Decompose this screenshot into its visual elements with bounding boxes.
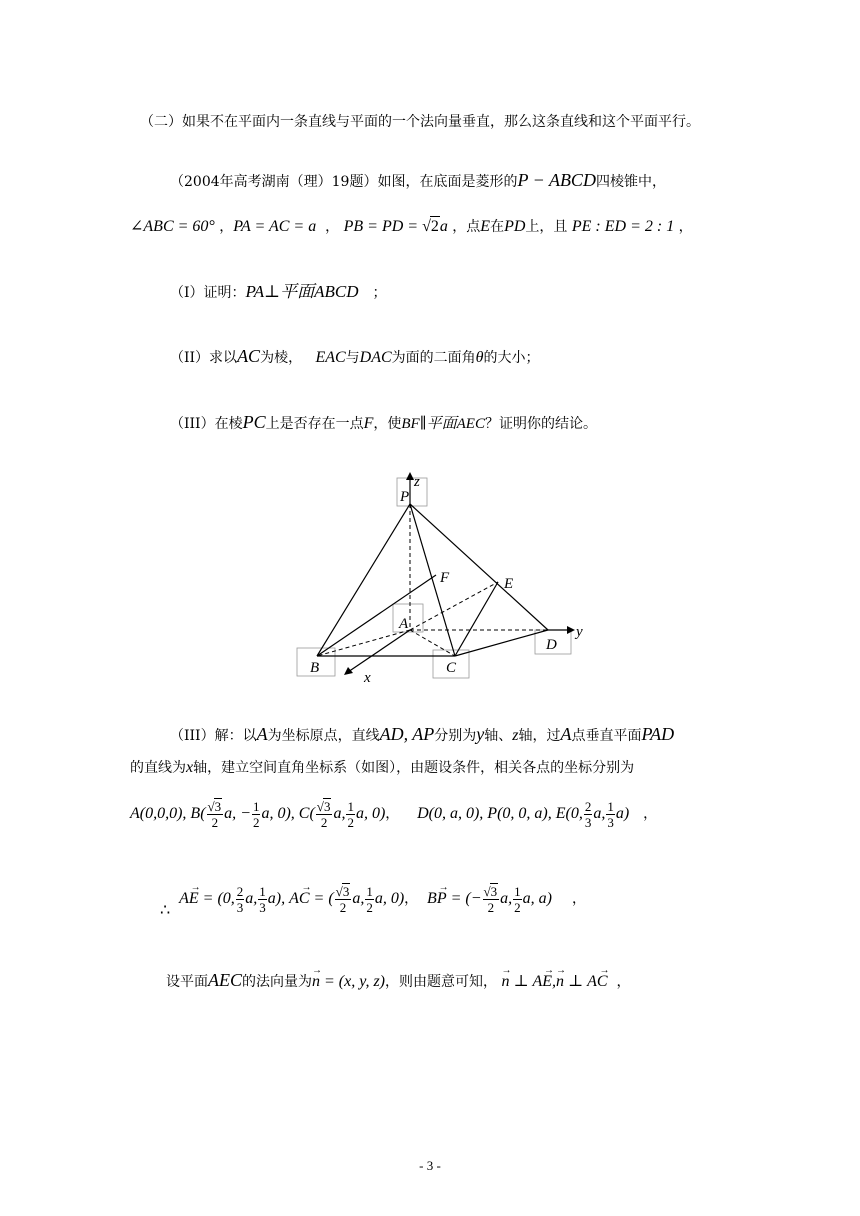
question-2: （II）求以AC为棱， EAC与DAC为面的二面角θ的大小；: [170, 346, 540, 366]
coordinates-line: A(0,0,0), B( $\frac{√3}{2}$ a, − $\frac{1}{2}$ a, 0), C( $\frac{√3}{2}$ a, $\frac{1}{2}$ a, 0)， D(0, a, 0), P(0, 0, a), E(0, $\frac{2}{3}$ a, $\frac{1}{3}$ a) ，: [130, 798, 658, 830]
label-b: B: [310, 660, 320, 676]
label-y: y: [576, 624, 583, 640]
edge-ce: [455, 582, 498, 656]
problem-intro-end: 四棱锥中，: [595, 174, 666, 190]
label-z: z: [414, 474, 420, 490]
label-a: A: [399, 616, 409, 632]
vectors-line: ∴ → AE = (0, $\frac{2}{3}$ a, $\frac{1}{3}$ a), → AC = ( $\frac{√3}{2}$ a, $\frac{1}{2}$ a, 0)， → BP = (− $\frac{√3}{2}$ a, $\frac{1}{2}$ a, a) ，: [160, 880, 586, 924]
page-number: - 3 -: [419, 1158, 441, 1173]
problem-conditions: ∠ABC = 60° ，PA = AC = a ， PB = PD = √2a ，点E在PD上，且 PE : ED = 2 : 1 ，: [130, 218, 693, 235]
question-3: （III）在棱PC上是否存在一点F，使BF∥平面AEC？证明你的结论。: [170, 412, 597, 432]
length-condition-2: PB = PD = √2a: [343, 218, 448, 235]
label-e: E: [504, 576, 514, 592]
label-c: C: [446, 660, 457, 676]
solution-line-2: 的直线为x轴，建立空间直角坐标系（如图），由题设条件，相关各点的坐标分别为: [130, 759, 635, 776]
normal-vector-line: 设平面AEC的法向量为→ n = (x, y, z)，则由题意可知， → n ⊥ → AE,→ n ⊥ → AC ，: [166, 970, 630, 992]
pyramid-figure: [290, 470, 610, 690]
edge-pb: [317, 504, 410, 656]
label-x: x: [364, 670, 371, 686]
edge-bf: [317, 575, 436, 656]
label-d: D: [546, 637, 557, 653]
label-f: F: [440, 570, 450, 586]
angle-condition: ∠ABC = 60°: [130, 218, 215, 235]
pyramid-name: P − ABCD: [517, 170, 596, 190]
solution-line-1: （III）解：以A为坐标原点，直线AD, AP分别为y轴、z轴，过A点垂直平面PAD: [170, 724, 675, 744]
question-1: （I）证明：PA⊥平面ABCD ；: [170, 282, 387, 301]
edge-pd: [410, 504, 548, 630]
label-p: P: [400, 489, 410, 505]
axis-x: [348, 630, 410, 672]
problem-intro: [170, 170, 666, 192]
length-condition-1: PA = AC = a: [233, 218, 317, 235]
edge-cd: [455, 630, 548, 656]
ratio-condition: PE : ED = 2 : 1: [571, 218, 675, 235]
paragraph-parallel-theorem: （二）如果不在平面内一条直线与平面的一个法向量垂直，那么这条直线和这个平面平行。: [140, 114, 700, 130]
problem-intro-text: （2004年高考湖南（理）19题）如图，在底面是菱形的: [170, 174, 518, 190]
